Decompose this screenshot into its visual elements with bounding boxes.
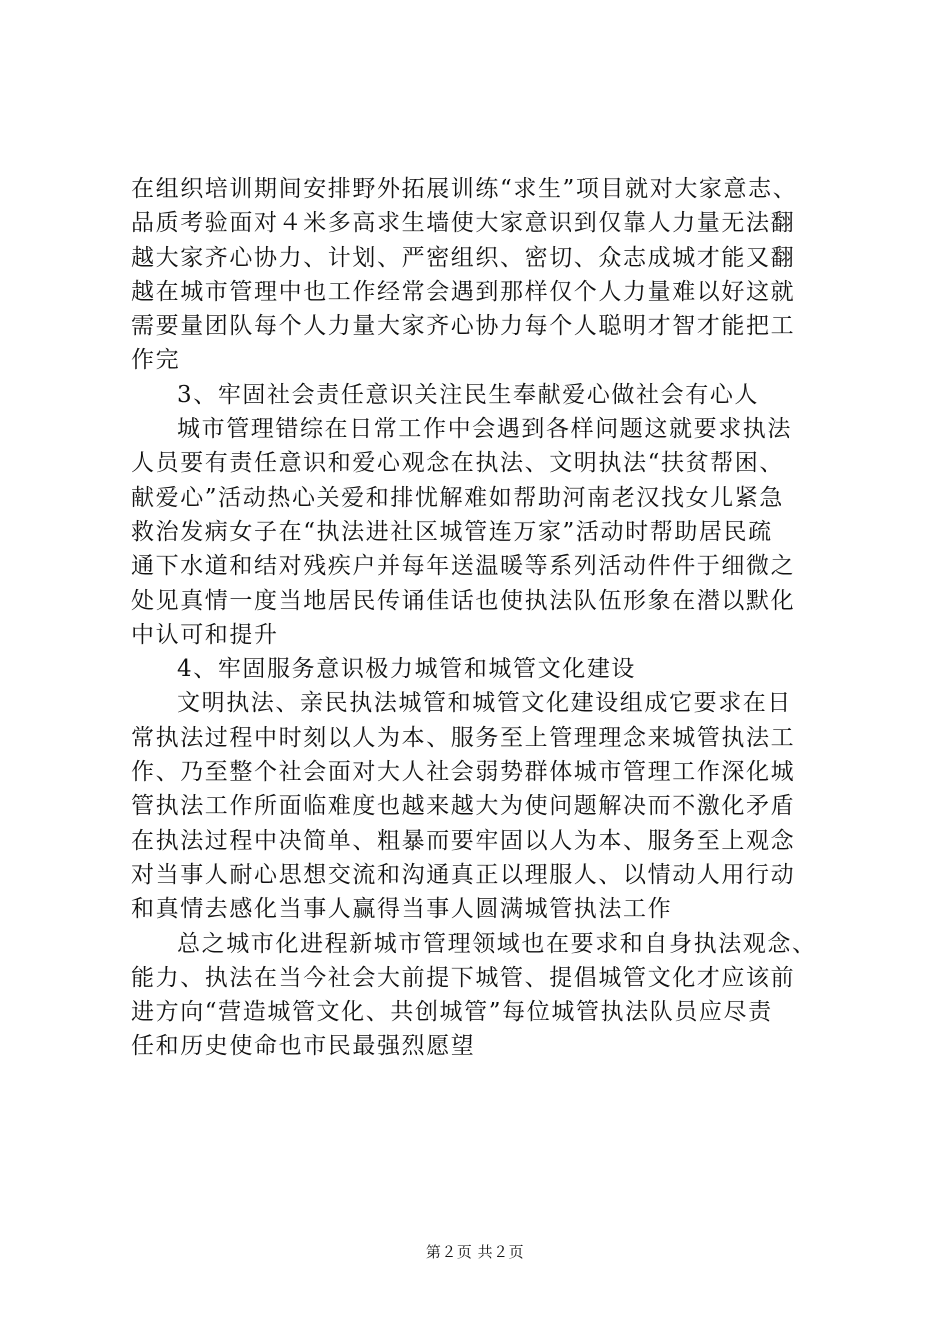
text-line: 文明执法、亲民执法城管和城管文化建设组成它要求在日 bbox=[177, 690, 792, 717]
text-line: 3、牢固社会责任意识关注民生奉献爱心做社会有心人 bbox=[177, 381, 760, 408]
text-line: 任和历史使命也市民最强烈愿望 bbox=[131, 1033, 476, 1060]
text-line: 献爱心”活动热心关爱和排忧解难如帮助河南老汉找女儿紧急 bbox=[131, 484, 784, 511]
text-line: 在组织培训期间安排野外拓展训练“求生”项目就对大家意志、 bbox=[131, 176, 798, 202]
text-line: 4、牢固服务意识极力城管和城管文化建设 bbox=[177, 656, 637, 683]
text-line: 中认可和提升 bbox=[131, 621, 279, 648]
text-line: 常执法过程中时刻以人为本、服务至上管理理念来城管执法工 bbox=[131, 724, 796, 751]
text-line: 通下水道和结对残疾户并每年送温暖等系列活动件件于细微之 bbox=[131, 553, 796, 580]
text-line: 处见真情一度当地居民传诵佳话也使执法队伍形象在潜以默化 bbox=[131, 587, 796, 614]
text-line: 城市管理错综在日常工作中会遇到各样问题这就要求执法 bbox=[177, 416, 792, 443]
text-line: 作完 bbox=[131, 347, 181, 374]
text-line: 能力、执法在当今社会大前提下城管、提倡城管文化才应该前 bbox=[131, 964, 796, 991]
text-line: 进方向“营造城管文化、共创城管”每位城管执法队员应尽责 bbox=[131, 999, 773, 1026]
text-line: 人员要有责任意识和爱心观念在执法、文明执法“扶贫帮困、 bbox=[131, 450, 784, 477]
text-line: 越大家齐心协力、计划、严密组织、密切、众志成城才能又翻 bbox=[131, 244, 796, 271]
document-body bbox=[131, 172, 831, 1064]
text-line: 救治发病女子在“执法进社区城管连万家”活动时帮助居民疏 bbox=[131, 518, 773, 545]
text-line: 管执法工作所面临难度也越来越大为使问题解决而不激化矛盾 bbox=[131, 793, 796, 820]
text-line: 对当事人耐心思想交流和沟通真正以理服人、以情动人用行动 bbox=[131, 861, 796, 888]
text-line: 和真情去感化当事人赢得当事人圆满城管执法工作 bbox=[131, 896, 673, 923]
page-footer: 第２页 共２页 bbox=[425, 1243, 525, 1261]
text-line: 需要量团队每个人力量大家齐心协力每个人聪明才智才能把工 bbox=[131, 313, 796, 340]
text-line: 总之城市化进程新城市管理领域也在要求和自身执法观念、 bbox=[177, 930, 817, 957]
text-line: 品质考验面对４米多高求生墙使大家意识到仅靠人力量无法翻 bbox=[131, 210, 796, 237]
text-line: 越在城市管理中也工作经常会遇到那样仅个人力量难以好这就 bbox=[131, 278, 796, 305]
text-line: 在执法过程中决简单、粗暴而要牢固以人为本、服务至上观念 bbox=[131, 827, 796, 854]
text-line: 作、乃至整个社会面对大人社会弱势群体城市管理工作深化城 bbox=[131, 759, 796, 786]
